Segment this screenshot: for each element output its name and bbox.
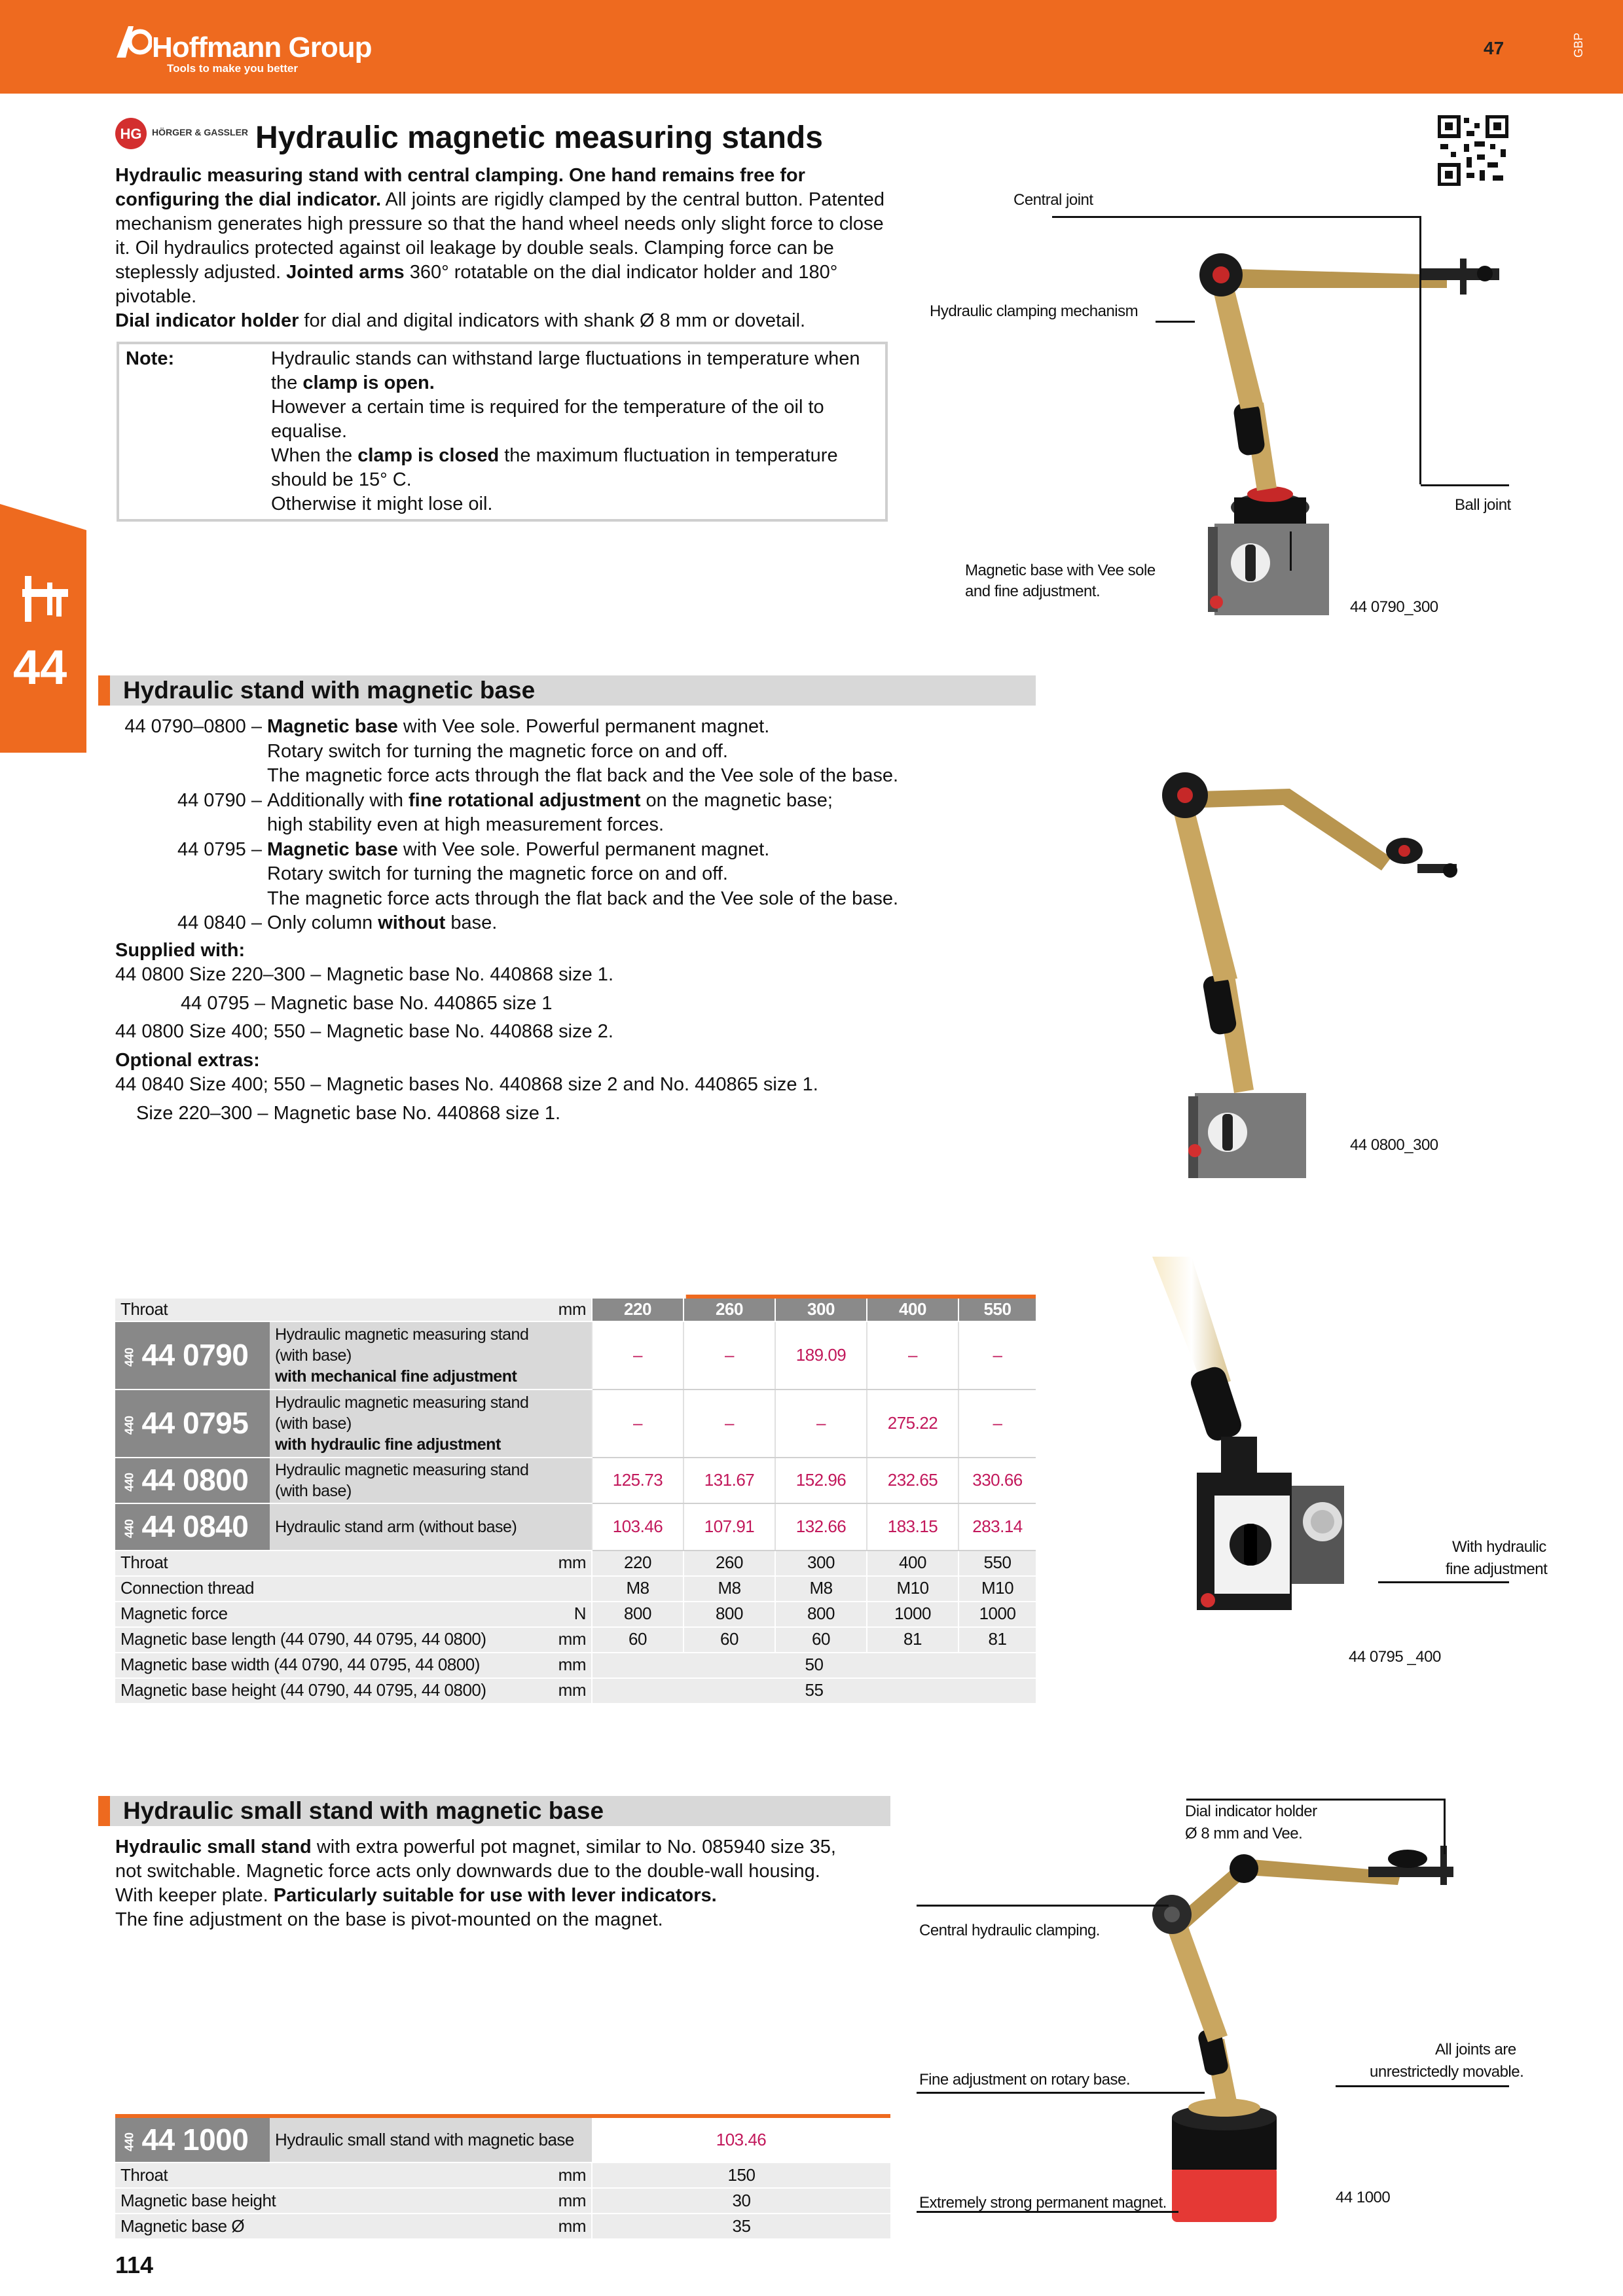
header-size: 220 xyxy=(624,1299,651,1319)
price-cell: – xyxy=(908,1344,917,1365)
product-photo-440795 xyxy=(1152,1257,1388,1676)
header-size: 260 xyxy=(716,1299,743,1319)
spec-value: 550 xyxy=(983,1552,1012,1573)
article-number: 44 1000 xyxy=(141,2122,249,2157)
section-2-text xyxy=(115,1835,848,1932)
item-bold: Magnetic base xyxy=(267,716,398,737)
hg-logo-icon xyxy=(114,117,148,151)
price-cell: 330.66 xyxy=(972,1469,1023,1490)
list-item xyxy=(115,715,966,740)
label-central-joint: Central joint xyxy=(1013,191,1093,209)
price-cell: – xyxy=(633,1412,642,1433)
label-ball-joint: Ball joint xyxy=(1455,496,1511,514)
label-magnetic-base-1: Magnetic base with Vee sole xyxy=(965,562,1156,579)
supplied-line: 44 0795 – Magnetic base No. 440865 size 1 xyxy=(181,992,553,1014)
price-cell: 232.65 xyxy=(887,1469,938,1490)
label-magnetic-base-2: and fine adjustment. xyxy=(965,583,1101,600)
item-bold-2: fine rotational adjustment xyxy=(409,789,641,811)
price-table-1 xyxy=(115,1299,1036,1704)
spec-row xyxy=(115,1627,1036,1653)
section-1-list xyxy=(115,715,966,1130)
list-item xyxy=(115,740,966,764)
label-dial-holder-1: Dial indicator holder xyxy=(1185,1803,1317,1820)
item-code: 44 0790 – xyxy=(177,789,262,811)
product-row xyxy=(115,2118,890,2162)
list-item xyxy=(115,789,966,814)
table-header-row xyxy=(115,1299,1036,1321)
spec-unit: mm xyxy=(558,1552,586,1573)
spec-value: 35 xyxy=(732,2215,751,2236)
header-throat: Throat xyxy=(120,1299,168,1319)
product-photo-440790 xyxy=(1172,242,1512,641)
price-cell: 125.73 xyxy=(612,1469,663,1490)
category-prefix: 440 xyxy=(122,1519,136,1538)
price-cell: 131.67 xyxy=(704,1469,755,1490)
list-item xyxy=(115,887,966,912)
product-desc-1: Hydraulic magnetic measuring stand xyxy=(275,1393,529,1412)
item-text: The magnetic force acts through the flat back and the Vee sole of the base. xyxy=(267,765,899,786)
note-line-4: Otherwise it might lose oil. xyxy=(271,493,493,514)
spec-row xyxy=(115,1551,1036,1576)
spec-value: M8 xyxy=(809,1578,833,1598)
spec-name: Magnetic base height xyxy=(120,2190,276,2210)
price-cell: 283.14 xyxy=(972,1516,1023,1536)
spec-value: 1000 xyxy=(979,1604,1016,1624)
intro-bold-2: Jointed arms xyxy=(286,262,405,283)
spec-value: 800 xyxy=(807,1604,835,1624)
product-photo-441000 xyxy=(1146,1820,1499,2225)
item-code: 44 0795 – xyxy=(177,838,262,860)
intro-text xyxy=(115,164,894,333)
spec-value: 260 xyxy=(716,1552,743,1573)
note-bold-1: clamp is open. xyxy=(302,372,435,393)
price-cell: 189.09 xyxy=(795,1344,847,1365)
spec-unit: mm xyxy=(558,2215,586,2236)
sec2-text-1: with extra powerful pot magnet, similar to No. 085940 size 35, not switchable. Magnetic force acts only downwards due to the double-wall housing. With keeper plate. xyxy=(115,1837,836,1906)
product-desc-2: (with base) xyxy=(275,1481,352,1500)
supplied-line: 44 0800 Size 220–300 – Magnetic base No. 440868 size 1. xyxy=(115,964,613,985)
product-desc: Hydraulic small stand with magnetic base xyxy=(275,2129,574,2149)
sec2-bold-1: Hydraulic small stand xyxy=(115,1837,312,1857)
section-title-2: Hydraulic small stand with magnetic base xyxy=(123,1797,604,1824)
spec-row xyxy=(115,1576,1036,1602)
article-number: 44 0795 xyxy=(141,1405,249,1440)
spec-name: Magnetic base width (44 0790, 44 0795, 44 0800) xyxy=(120,1655,480,1675)
label-joints-2: unrestrictedly movable. xyxy=(1370,2063,1524,2081)
product-desc-1: Hydraulic magnetic measuring stand xyxy=(275,1460,529,1479)
header-size: 550 xyxy=(983,1299,1012,1319)
product-desc-1: Hydraulic magnetic measuring stand xyxy=(275,1325,529,1344)
label-fine-adjustment: Fine adjustment on rotary base. xyxy=(919,2071,1131,2089)
category-prefix: 440 xyxy=(122,1416,136,1435)
photo-code-3: 44 0795 _400 xyxy=(1349,1648,1441,1666)
category-prefix: 440 xyxy=(122,1473,136,1492)
list-item xyxy=(115,813,966,838)
spec-value: 800 xyxy=(624,1604,651,1624)
optional-line: 44 0840 Size 400; 550 – Magnetic bases No. 440868 size 2 and No. 440865 size 1. xyxy=(115,1074,818,1095)
spec-unit: N xyxy=(574,1604,586,1624)
article-number: 44 0790 xyxy=(141,1337,249,1372)
item-text-2: on the magnetic base; xyxy=(640,789,833,811)
product-desc-2: (with base) xyxy=(275,1414,352,1433)
spec-name: Magnetic base height (44 0790, 44 0795, 44 0800) xyxy=(120,1680,486,1700)
category-prefix: 440 xyxy=(122,1348,136,1367)
note-bold-3: clamp is closed xyxy=(357,445,500,466)
spec-value: 81 xyxy=(903,1629,922,1649)
item-text: Additionally with xyxy=(267,789,409,811)
spec-unit: mm xyxy=(558,2164,586,2185)
sec2-text-2: The fine adjustment on the base is pivot-mounted on the magnet. xyxy=(115,1909,663,1930)
spec-value: 1000 xyxy=(894,1604,931,1624)
photo-code-4: 44 1000 xyxy=(1336,2189,1391,2206)
label-central-hydraulic: Central hydraulic clamping. xyxy=(919,1922,1100,1939)
spec-value: 55 xyxy=(805,1680,824,1700)
list-item xyxy=(115,862,966,887)
header-size: 400 xyxy=(899,1299,926,1319)
chapter-tab xyxy=(0,504,86,753)
supplied-label: Supplied with: xyxy=(115,939,246,961)
item-text: Rotary switch for turning the magnetic force on and off. xyxy=(267,740,728,762)
label-hydraulic-clamping: Hydraulic clamping mechanism xyxy=(930,302,1139,320)
intro-text-3: for dial and digital indicators with shank Ø 8 mm or dovetail. xyxy=(299,310,806,331)
article-number: 44 0840 xyxy=(141,1509,249,1543)
product-desc-3: with mechanical fine adjustment xyxy=(275,1367,517,1386)
spec-unit: mm xyxy=(558,1655,586,1675)
note-box xyxy=(117,342,888,522)
spec-value: 400 xyxy=(899,1552,926,1573)
spec-row xyxy=(115,1653,1036,1678)
header-size: 300 xyxy=(807,1299,835,1319)
price-table-2 xyxy=(115,2118,890,2240)
sec2-bold-2: Particularly suitable for use with lever indicators. xyxy=(273,1885,717,1906)
spec-unit: mm xyxy=(558,1680,586,1700)
spec-row xyxy=(115,2214,890,2239)
price-cell: – xyxy=(993,1344,1002,1365)
price-cell: 107.91 xyxy=(704,1516,755,1536)
spec-value: M10 xyxy=(896,1578,929,1598)
price-cell: – xyxy=(725,1344,734,1365)
section-title-1: Hydraulic stand with magnetic base xyxy=(123,677,536,704)
label-magnet: Extremely strong permanent magnet. xyxy=(919,2194,1167,2212)
intro-bold-1: Hydraulic measuring stand with central clamping. One hand remains free for configuring the dial indicator. xyxy=(115,165,805,210)
optional-line: Size 220–300 – Magnetic base No. 440868 size 1. xyxy=(136,1102,561,1124)
spec-name: Throat xyxy=(120,1552,168,1573)
note-label: Note: xyxy=(126,348,175,369)
list-item xyxy=(115,838,966,863)
spec-value: 50 xyxy=(805,1655,824,1675)
chapter-number: 44 xyxy=(13,640,67,694)
intro-text-2: 360° rotatable on the dial indicator holder and 180° pivotable. xyxy=(115,262,838,307)
section-bar-1 xyxy=(98,675,1036,706)
price-cell: 183.15 xyxy=(887,1516,938,1536)
note-line-3a: When the xyxy=(271,445,358,466)
note-text xyxy=(271,347,873,516)
spec-value: 220 xyxy=(624,1552,651,1573)
note-line-2: However a certain time is required for the temperature of the oil to equalise. xyxy=(271,397,824,442)
optional-label: Optional extras: xyxy=(115,1049,260,1071)
product-row xyxy=(115,1390,1036,1458)
price-cell: – xyxy=(725,1412,734,1433)
product-desc-1: Hydraulic stand arm (without base) xyxy=(275,1517,517,1536)
intro-bold-3: Dial indicator holder xyxy=(115,310,299,331)
price-cell: – xyxy=(633,1344,642,1365)
spec-row xyxy=(115,2188,890,2214)
label-hydraulic-fine-2: fine adjustment xyxy=(1446,1560,1548,1578)
price-cell: – xyxy=(816,1412,826,1433)
product-row xyxy=(115,1458,1036,1503)
hoffmann-logo-icon xyxy=(115,20,152,60)
item-text: with Vee sole. Powerful permanent magnet. xyxy=(397,838,770,860)
spec-value: M8 xyxy=(626,1578,649,1598)
product-desc-2: (with base) xyxy=(275,1346,352,1365)
item-text: The magnetic force acts through the flat back and the Vee sole of the base. xyxy=(267,888,899,909)
spec-value: 81 xyxy=(988,1629,1007,1649)
brand-badge: HÖRGER & GASSLER xyxy=(152,127,249,137)
spec-value: 60 xyxy=(812,1629,830,1649)
spec-value: 300 xyxy=(807,1552,835,1573)
product-row xyxy=(115,1321,1036,1390)
label-dial-holder-2: Ø 8 mm and Vee. xyxy=(1185,1825,1303,1842)
spec-name: Magnetic force xyxy=(120,1604,228,1624)
spec-name: Connection thread xyxy=(120,1578,254,1598)
page-number-top: 47 xyxy=(1484,38,1504,58)
label-joints-1: All joints are xyxy=(1435,2041,1516,2058)
price-cell: 103.46 xyxy=(612,1516,663,1536)
item-text: high stability even at high measurement forces. xyxy=(267,814,665,835)
brand-tagline: Tools to make you better xyxy=(167,62,298,75)
spec-unit: mm xyxy=(558,1629,586,1649)
intro-text-1: All joints are rigidly clamped by the central button. Patented mechanism generates high pressure so that the hand wheel needs only slight force to close it. Oil hydraulics protected against oil leakage by double seals. Clamping force can be steplessly adjusted. xyxy=(115,189,884,283)
price-cell: 152.96 xyxy=(795,1469,847,1490)
spec-value: 60 xyxy=(720,1629,739,1649)
spec-name: Magnetic base Ø xyxy=(120,2215,245,2236)
spec-unit: mm xyxy=(558,2190,586,2210)
price-cell: 132.66 xyxy=(795,1516,847,1536)
item-text: with Vee sole. Powerful permanent magnet. xyxy=(397,716,770,737)
brand-name: Hoffmann Group xyxy=(152,31,372,63)
item-text-2: base. xyxy=(445,912,498,933)
spec-row xyxy=(115,1678,1036,1704)
qr-code-icon xyxy=(1438,115,1508,186)
currency-code: GBP xyxy=(1572,32,1585,58)
svg-text:HG: HG xyxy=(120,126,142,142)
spec-name: Magnetic base length (44 0790, 44 0795, 44 0800) xyxy=(120,1629,486,1649)
list-item xyxy=(115,764,966,789)
note-line-1: Hydraulic stands can withstand large fluctuations in temperature when the xyxy=(271,348,860,393)
item-bold: Magnetic base xyxy=(267,838,398,860)
item-code: 44 0790–0800 – xyxy=(124,716,262,737)
spec-value: 30 xyxy=(732,2190,751,2210)
spec-value: M8 xyxy=(718,1578,741,1598)
price-cell: – xyxy=(993,1412,1002,1433)
list-item xyxy=(115,911,966,936)
page-number-bottom: 114 xyxy=(115,2251,154,2278)
price-cell: 103.46 xyxy=(716,2129,767,2149)
spec-value: M10 xyxy=(981,1578,1014,1598)
product-row xyxy=(115,1503,1036,1551)
caliper-icon xyxy=(16,569,75,628)
photo-code-2: 44 0800_300 xyxy=(1350,1136,1438,1154)
section-bar-2 xyxy=(98,1796,890,1826)
photo-code-1: 44 0790_300 xyxy=(1350,598,1438,616)
article-number: 44 0800 xyxy=(141,1462,249,1497)
spec-value: 60 xyxy=(629,1629,647,1649)
item-text: Rotary switch for turning the magnetic force on and off. xyxy=(267,863,728,884)
spec-name: Throat xyxy=(120,2164,168,2185)
item-text: Only column xyxy=(267,912,378,933)
category-prefix: 440 xyxy=(122,2132,136,2151)
product-desc-3: with hydraulic fine adjustment xyxy=(275,1435,501,1454)
spec-value: 150 xyxy=(727,2164,756,2185)
spec-value: 800 xyxy=(716,1604,743,1624)
spec-row xyxy=(115,1602,1036,1627)
product-photo-440800 xyxy=(1129,753,1470,1178)
header-unit: mm xyxy=(558,1299,586,1319)
item-bold-2: without xyxy=(378,912,446,933)
spec-row xyxy=(115,2162,890,2188)
note-line-3c: the maximum fluctuation in temperature should be 15° C. xyxy=(271,445,838,490)
page-title: Hydraulic magnetic measuring stands xyxy=(255,120,823,155)
price-cell: 275.22 xyxy=(887,1412,938,1433)
supplied-line: 44 0800 Size 400; 550 – Magnetic base No. 440868 size 2. xyxy=(115,1021,613,1042)
item-code: 44 0840 – xyxy=(177,912,262,933)
label-hydraulic-fine-1: With hydraulic xyxy=(1452,1538,1546,1556)
